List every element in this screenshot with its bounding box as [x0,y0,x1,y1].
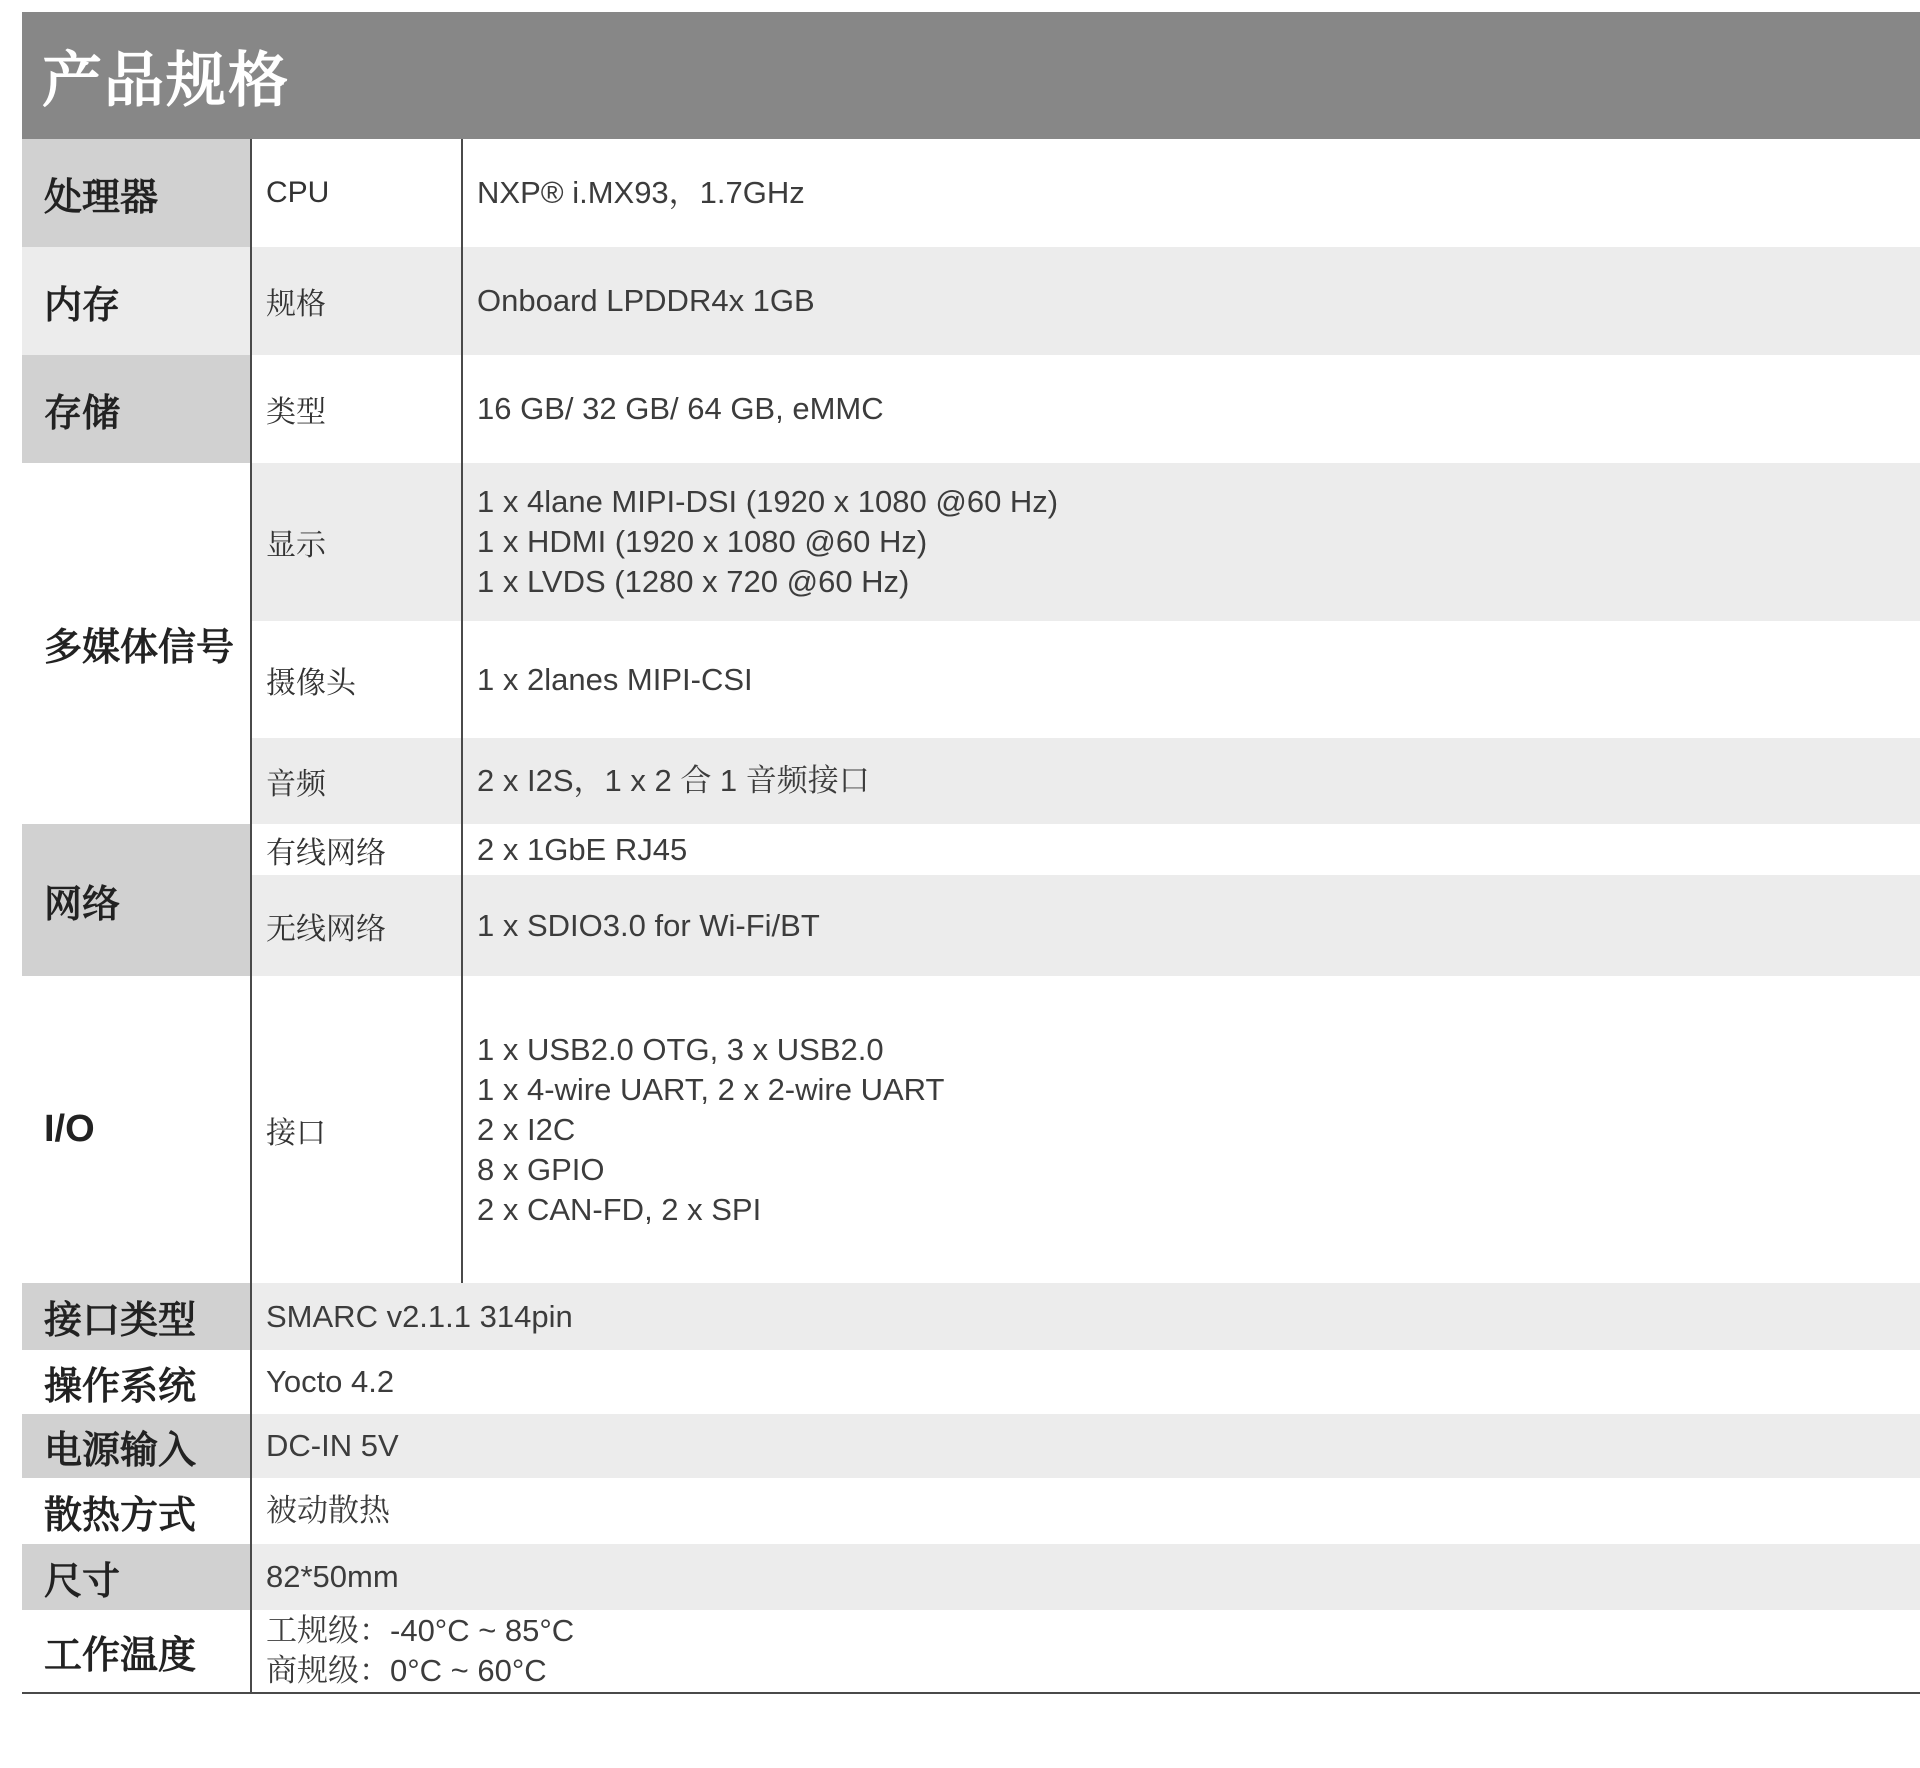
label-memory-spec: 规格 [266,288,326,321]
value-cooling [252,1478,1920,1544]
value-io-line: 1 x 4-wire UART, 2 x 2-wire UART [477,1071,945,1107]
value-temperature [252,1610,1920,1692]
value-memory [462,247,1920,355]
value-size [252,1544,1920,1610]
value-storage [462,355,1920,463]
category-size: 尺寸 [22,1544,251,1610]
category-multimedia: 多媒体信号 [22,463,251,824]
value-os [252,1350,1920,1414]
category-processor: 处理器 [22,139,251,247]
label-display: 显示 [266,529,326,562]
value-io-line: 2 x I2C [477,1111,576,1147]
value-wireless-network [462,875,1920,976]
value-cpu-text: NXP® i.MX93，1.7GHz [477,175,805,210]
value-interface-type [252,1283,1920,1350]
label-io-interface: 接口 [266,1116,326,1150]
value-camera-text: 1 x 2lanes MIPI-CSI [477,661,753,697]
category-power: 电源输入 [22,1414,251,1478]
value-power-text: DC-IN 5V [266,1428,399,1463]
value-camera [462,621,1920,738]
category-storage: 存储 [22,355,251,463]
value-io-line: 2 x CAN-FD, 2 x SPI [477,1191,762,1227]
category-memory: 内存 [44,284,121,327]
value-temperature-line: 商规级：0°C ~ 60°C [266,1653,547,1688]
value-io [462,976,1920,1283]
value-display-line: 1 x LVDS (1280 x 720 @60 Hz) [477,564,910,599]
value-display [462,463,1920,621]
category-network: 网络 [22,824,251,976]
spec-header [22,12,1920,139]
column-divider-right [461,139,463,1283]
label-cpu: CPU [266,176,330,209]
value-wired-network-text: 2 x 1GbE RJ45 [477,831,688,867]
value-size-text: 82*50mm [266,1559,399,1594]
value-wireless-network-text: 1 x SDIO3.0 for Wi-Fi/BT [477,907,820,943]
label-wired-network: 有线网络 [266,836,386,870]
category-io: I/O [44,1108,95,1150]
page-title: 产品规格 [42,46,290,114]
category-os: 操作系统 [44,1365,197,1408]
value-display-line: 1 x HDMI (1920 x 1080 @60 Hz) [477,524,928,559]
value-audio [462,738,1920,824]
value-temperature-line: 工规级：-40°C ~ 85°C [266,1613,575,1648]
value-storage-text: 16 GB/ 32 GB/ 64 GB, eMMC [477,391,884,426]
value-memory-text: Onboard LPDDR4x 1GB [477,283,815,318]
table-bottom-border [22,1692,1920,1694]
value-power [252,1414,1920,1478]
value-os-text: Yocto 4.2 [266,1364,395,1399]
value-io-line: 1 x USB2.0 OTG, 3 x USB2.0 [477,1031,884,1067]
category-interface-type: 接口类型 [22,1283,251,1350]
category-cooling: 散热方式 [44,1494,197,1537]
value-cpu [462,139,1920,247]
label-audio: 音频 [266,768,326,801]
column-divider-left [250,139,252,1692]
value-cooling-text: 被动散热 [266,1493,390,1528]
value-interface-type-text: SMARC v2.1.1 314pin [266,1298,573,1334]
category-temperature: 工作温度 [44,1634,197,1677]
value-audio-text: 2 x I2S，1 x 2 合 1 音频接口 [477,763,870,798]
value-io-line: 8 x GPIO [477,1151,605,1187]
label-storage-type: 类型 [266,396,326,429]
value-display-line: 1 x 4lane MIPI-DSI (1920 x 1080 @60 Hz) [477,484,1059,519]
label-wireless-network: 无线网络 [266,912,386,946]
value-wired-network [462,824,1920,875]
label-camera: 摄像头 [266,666,356,700]
